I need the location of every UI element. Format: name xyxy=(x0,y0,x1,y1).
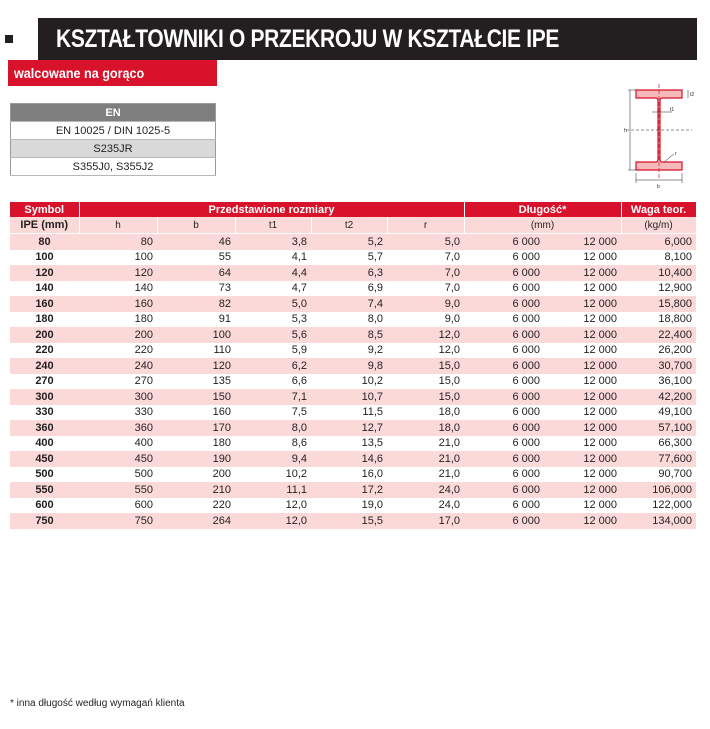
cell-length-1: 6 000 xyxy=(464,405,544,421)
cell-weight: 22,400 xyxy=(621,327,696,343)
cell-t2: 9,2 xyxy=(311,343,387,359)
table-row xyxy=(10,513,696,529)
page-subtitle: walcowane na gorąco xyxy=(14,65,145,81)
cell-t1: 12,0 xyxy=(235,498,311,514)
cell-weight: 30,700 xyxy=(621,358,696,374)
cell-r: 21,0 xyxy=(387,451,464,467)
cell-r: 17,0 xyxy=(387,513,464,529)
cell-length-2: 12 000 xyxy=(544,296,621,312)
cell-length-2: 12 000 xyxy=(544,389,621,405)
cell-r: 9,0 xyxy=(387,296,464,312)
cell-weight: 90,700 xyxy=(621,467,696,483)
cell-weight: 106,000 xyxy=(621,482,696,498)
table-body xyxy=(10,234,696,529)
table-row xyxy=(10,405,696,421)
cell-b: 264 xyxy=(157,513,235,529)
cell-weight: 134,000 xyxy=(621,513,696,529)
cell-r: 12,0 xyxy=(387,343,464,359)
subheader-b: b xyxy=(157,217,235,234)
cell-weight: 36,100 xyxy=(621,374,696,390)
cell-length-1: 6 000 xyxy=(464,451,544,467)
cell-h: 330 xyxy=(79,405,157,421)
table-row xyxy=(10,265,696,281)
cell-t2: 16,0 xyxy=(311,467,387,483)
row-symbol: 450 xyxy=(10,451,79,467)
header-symbol: Symbol xyxy=(10,202,79,217)
cell-t1: 5,6 xyxy=(235,327,311,343)
table-header-row xyxy=(10,202,696,217)
row-symbol: 180 xyxy=(10,312,79,328)
cell-b: 160 xyxy=(157,405,235,421)
cell-t2: 5,7 xyxy=(311,250,387,266)
cell-length-2: 12 000 xyxy=(544,498,621,514)
row-symbol: 330 xyxy=(10,405,79,421)
table-row xyxy=(10,234,696,250)
cell-t2: 12,7 xyxy=(311,420,387,436)
ipe-dimensions-table xyxy=(10,202,697,529)
cell-t1: 4,1 xyxy=(235,250,311,266)
standards-row: S355J0, S355J2 xyxy=(11,158,216,176)
diagram-label-t2: t2 xyxy=(690,92,695,98)
cell-b: 170 xyxy=(157,420,235,436)
cell-length-2: 12 000 xyxy=(544,312,621,328)
cell-length-1: 6 000 xyxy=(464,296,544,312)
row-symbol: 550 xyxy=(10,482,79,498)
cell-t1: 8,6 xyxy=(235,436,311,452)
cell-t2: 6,9 xyxy=(311,281,387,297)
cell-t2: 8,5 xyxy=(311,327,387,343)
cell-weight: 49,100 xyxy=(621,405,696,421)
cell-length-1: 6 000 xyxy=(464,358,544,374)
table-row xyxy=(10,281,696,297)
cell-length-1: 6 000 xyxy=(464,467,544,483)
cell-weight: 77,600 xyxy=(621,451,696,467)
table-row xyxy=(10,312,696,328)
subheader-symbol: IPE (mm) xyxy=(10,217,79,234)
subheader-r: r xyxy=(387,217,464,234)
row-symbol: 120 xyxy=(10,265,79,281)
cell-t1: 6,6 xyxy=(235,374,311,390)
cell-r: 7,0 xyxy=(387,281,464,297)
cell-b: 91 xyxy=(157,312,235,328)
cell-h: 140 xyxy=(79,281,157,297)
table-row xyxy=(10,374,696,390)
table-row xyxy=(10,250,696,266)
cell-b: 64 xyxy=(157,265,235,281)
cell-r: 12,0 xyxy=(387,327,464,343)
table-subheader-row xyxy=(10,217,696,234)
cell-weight: 8,100 xyxy=(621,250,696,266)
cell-h: 240 xyxy=(79,358,157,374)
cell-weight: 15,800 xyxy=(621,296,696,312)
cell-length-2: 12 000 xyxy=(544,405,621,421)
cell-length-2: 12 000 xyxy=(544,436,621,452)
cell-r: 21,0 xyxy=(387,436,464,452)
cell-h: 80 xyxy=(79,234,157,250)
cell-h: 450 xyxy=(79,451,157,467)
cell-h: 200 xyxy=(79,327,157,343)
subtitle-bar xyxy=(8,60,217,86)
subheader-length-unit: (mm) xyxy=(464,217,621,234)
table-row xyxy=(10,296,696,312)
cell-length-2: 12 000 xyxy=(544,265,621,281)
cell-weight: 10,400 xyxy=(621,265,696,281)
standards-table xyxy=(10,103,216,176)
table-row xyxy=(10,482,696,498)
cell-length-1: 6 000 xyxy=(464,281,544,297)
table-row xyxy=(10,327,696,343)
cell-length-1: 6 000 xyxy=(464,482,544,498)
cell-r: 5,0 xyxy=(387,234,464,250)
cell-t2: 15,5 xyxy=(311,513,387,529)
diagram-label-h: h xyxy=(624,128,627,134)
row-symbol: 270 xyxy=(10,374,79,390)
cell-t1: 7,5 xyxy=(235,405,311,421)
cell-length-1: 6 000 xyxy=(464,498,544,514)
cell-t2: 17,2 xyxy=(311,482,387,498)
cell-r: 15,0 xyxy=(387,374,464,390)
cell-b: 220 xyxy=(157,498,235,514)
cell-length-1: 6 000 xyxy=(464,265,544,281)
cell-t1: 4,7 xyxy=(235,281,311,297)
cell-weight: 6,000 xyxy=(621,234,696,250)
diagram-label-b: b xyxy=(657,184,660,190)
cell-h: 550 xyxy=(79,482,157,498)
cell-h: 500 xyxy=(79,467,157,483)
cell-length-1: 6 000 xyxy=(464,234,544,250)
cell-t1: 7,1 xyxy=(235,389,311,405)
cell-b: 180 xyxy=(157,436,235,452)
cell-length-2: 12 000 xyxy=(544,281,621,297)
cell-r: 7,0 xyxy=(387,250,464,266)
cell-b: 110 xyxy=(157,343,235,359)
cell-t1: 9,4 xyxy=(235,451,311,467)
header-sizes: Przedstawione rozmiary xyxy=(79,202,464,217)
cell-r: 24,0 xyxy=(387,482,464,498)
cell-length-1: 6 000 xyxy=(464,513,544,529)
table-row xyxy=(10,420,696,436)
standards-heading: EN xyxy=(11,104,216,122)
standards-row: S235JR xyxy=(11,140,216,158)
table-row xyxy=(10,451,696,467)
subheader-weight-unit: (kg/m) xyxy=(621,217,696,234)
cell-length-2: 12 000 xyxy=(544,374,621,390)
cell-weight: 122,000 xyxy=(621,498,696,514)
cell-r: 18,0 xyxy=(387,405,464,421)
cell-t1: 4,4 xyxy=(235,265,311,281)
cell-t1: 11,1 xyxy=(235,482,311,498)
cell-length-2: 12 000 xyxy=(544,234,621,250)
cell-t2: 14,6 xyxy=(311,451,387,467)
row-symbol: 200 xyxy=(10,327,79,343)
cell-t1: 6,2 xyxy=(235,358,311,374)
cell-length-1: 6 000 xyxy=(464,312,544,328)
cell-length-2: 12 000 xyxy=(544,343,621,359)
cell-t2: 5,2 xyxy=(311,234,387,250)
subheader-t1: t1 xyxy=(235,217,311,234)
cell-t1: 8,0 xyxy=(235,420,311,436)
cell-b: 55 xyxy=(157,250,235,266)
cell-t2: 10,2 xyxy=(311,374,387,390)
cell-h: 360 xyxy=(79,420,157,436)
cell-h: 600 xyxy=(79,498,157,514)
cell-length-2: 12 000 xyxy=(544,420,621,436)
cell-weight: 26,200 xyxy=(621,343,696,359)
cell-r: 7,0 xyxy=(387,265,464,281)
cell-b: 190 xyxy=(157,451,235,467)
cell-h: 120 xyxy=(79,265,157,281)
table-row xyxy=(10,389,696,405)
cell-weight: 12,900 xyxy=(621,281,696,297)
cell-weight: 42,200 xyxy=(621,389,696,405)
ipe-profile-diagram xyxy=(612,80,702,190)
header-length: Długość* xyxy=(464,202,621,217)
cell-r: 24,0 xyxy=(387,498,464,514)
cell-length-2: 12 000 xyxy=(544,327,621,343)
cell-r: 21,0 xyxy=(387,467,464,483)
row-symbol: 100 xyxy=(10,250,79,266)
cell-length-1: 6 000 xyxy=(464,389,544,405)
table-row xyxy=(10,436,696,452)
cell-weight: 66,300 xyxy=(621,436,696,452)
cell-t2: 8,0 xyxy=(311,312,387,328)
row-symbol: 360 xyxy=(10,420,79,436)
cell-r: 18,0 xyxy=(387,420,464,436)
header-weight: Waga teor. xyxy=(621,202,696,217)
cell-h: 270 xyxy=(79,374,157,390)
row-symbol: 140 xyxy=(10,281,79,297)
cell-t2: 9,8 xyxy=(311,358,387,374)
cell-length-1: 6 000 xyxy=(464,374,544,390)
cell-h: 220 xyxy=(79,343,157,359)
cell-length-2: 12 000 xyxy=(544,467,621,483)
cell-t2: 19,0 xyxy=(311,498,387,514)
row-symbol: 80 xyxy=(10,234,79,250)
cell-t2: 11,5 xyxy=(311,405,387,421)
row-symbol: 220 xyxy=(10,343,79,359)
cell-b: 210 xyxy=(157,482,235,498)
title-bullet xyxy=(5,35,13,43)
cell-h: 100 xyxy=(79,250,157,266)
cell-t1: 10,2 xyxy=(235,467,311,483)
cell-length-1: 6 000 xyxy=(464,343,544,359)
cell-length-1: 6 000 xyxy=(464,420,544,436)
cell-b: 150 xyxy=(157,389,235,405)
footnote: * inna długość według wymagań klienta xyxy=(10,698,185,709)
row-symbol: 240 xyxy=(10,358,79,374)
cell-b: 120 xyxy=(157,358,235,374)
row-symbol: 500 xyxy=(10,467,79,483)
cell-b: 135 xyxy=(157,374,235,390)
cell-b: 46 xyxy=(157,234,235,250)
cell-t2: 13,5 xyxy=(311,436,387,452)
cell-t1: 3,8 xyxy=(235,234,311,250)
table-row xyxy=(10,467,696,483)
row-symbol: 300 xyxy=(10,389,79,405)
cell-length-2: 12 000 xyxy=(544,250,621,266)
cell-b: 82 xyxy=(157,296,235,312)
subheader-h: h xyxy=(79,217,157,234)
cell-weight: 57,100 xyxy=(621,420,696,436)
cell-h: 180 xyxy=(79,312,157,328)
cell-r: 15,0 xyxy=(387,358,464,374)
cell-h: 300 xyxy=(79,389,157,405)
cell-h: 160 xyxy=(79,296,157,312)
table-row xyxy=(10,343,696,359)
cell-t2: 6,3 xyxy=(311,265,387,281)
cell-length-1: 6 000 xyxy=(464,327,544,343)
page-title: KSZTAŁTOWNIKI O PRZEKROJU W KSZTAŁCIE IPE xyxy=(56,25,560,53)
cell-h: 400 xyxy=(79,436,157,452)
diagram-label-t1: t1 xyxy=(670,107,675,113)
cell-b: 200 xyxy=(157,467,235,483)
cell-t2: 10,7 xyxy=(311,389,387,405)
cell-b: 100 xyxy=(157,327,235,343)
cell-t1: 5,3 xyxy=(235,312,311,328)
table-row xyxy=(10,358,696,374)
standards-row: EN 10025 / DIN 1025-5 xyxy=(11,122,216,140)
cell-t1: 12,0 xyxy=(235,513,311,529)
cell-t1: 5,9 xyxy=(235,343,311,359)
row-symbol: 160 xyxy=(10,296,79,312)
cell-b: 73 xyxy=(157,281,235,297)
row-symbol: 600 xyxy=(10,498,79,514)
title-bar xyxy=(38,18,697,60)
cell-length-2: 12 000 xyxy=(544,358,621,374)
subheader-t2: t2 xyxy=(311,217,387,234)
cell-length-2: 12 000 xyxy=(544,451,621,467)
row-symbol: 750 xyxy=(10,513,79,529)
cell-weight: 18,800 xyxy=(621,312,696,328)
cell-t1: 5,0 xyxy=(235,296,311,312)
cell-r: 9,0 xyxy=(387,312,464,328)
cell-length-2: 12 000 xyxy=(544,513,621,529)
cell-length-1: 6 000 xyxy=(464,436,544,452)
cell-h: 750 xyxy=(79,513,157,529)
cell-length-2: 12 000 xyxy=(544,482,621,498)
row-symbol: 400 xyxy=(10,436,79,452)
table-row xyxy=(10,498,696,514)
diagram-label-r: r xyxy=(675,151,677,157)
cell-t2: 7,4 xyxy=(311,296,387,312)
cell-r: 15,0 xyxy=(387,389,464,405)
cell-length-1: 6 000 xyxy=(464,250,544,266)
